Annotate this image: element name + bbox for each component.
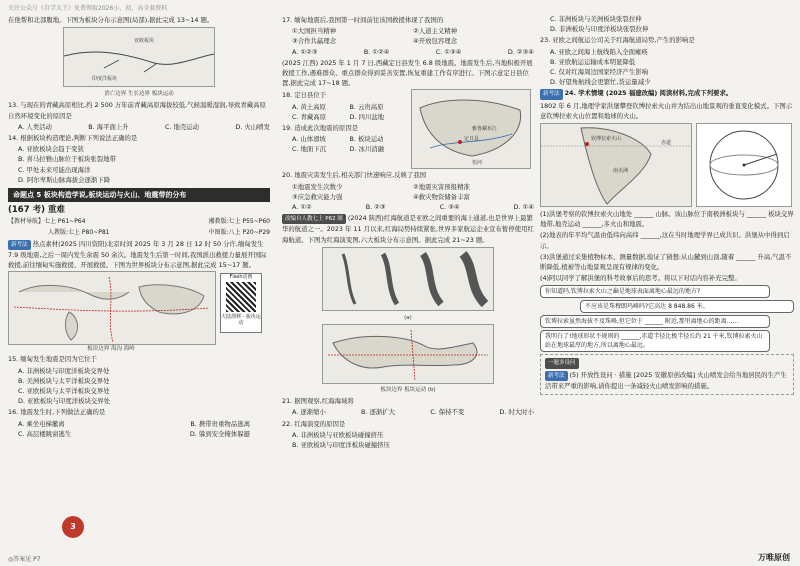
q21-option-a[interactable]: A. 逐渐缩小 (292, 408, 326, 417)
q14-option-a[interactable]: A. 亚欧板块会趋于变狭 (18, 145, 84, 154)
q18-q19-text (282, 89, 407, 169)
q20-option-b[interactable]: B. ②③ (365, 203, 386, 212)
map-label-eurasian: 亚欧板块 (134, 38, 155, 45)
q20-option-d[interactable]: D. ①④ (513, 203, 534, 212)
q19-option-d[interactable]: D. 冰川消融 (349, 145, 385, 154)
q18-option-a[interactable]: A. 黄土高原 (292, 102, 326, 111)
red-sea-evolution-figure (322, 247, 494, 311)
volcano-marker-icon (585, 142, 589, 146)
south-america-svg (541, 124, 691, 206)
q15-option-d[interactable]: D. 亚欧板块与印度洋板块交界处 (18, 397, 111, 406)
label-chimborazo: 钦博拉索火山 (591, 136, 622, 143)
q17-option-d[interactable]: D. ②③④ (507, 47, 534, 56)
section-number: 命题点 5 (13, 191, 42, 200)
question-18: 18. 定日县位于 (282, 91, 327, 100)
globe-svg (697, 124, 791, 206)
continent-shape (333, 336, 477, 368)
q18-option-d[interactable]: D. 四川盆地 (349, 112, 385, 121)
dialogue-bubble-4: 我明白了!地球形状不规则的 ______,赤道半径比极半径长约 21 千米,钦博拉索火山站在地球最厚的地方,所以离地心最远。 (540, 330, 770, 352)
column-middle (282, 14, 534, 450)
extended-question-box (540, 354, 794, 395)
q14-option-c[interactable]: C. 甲处未来可能出现海洋 (18, 165, 91, 174)
q17-option-b[interactable]: B. ①②④ (363, 47, 390, 56)
dialogue-bubble-1: 你知道吗,钦博拉索火山之巅是地球表面离地心最远的地方? (540, 285, 770, 298)
question-22: 22. 红海演变的原因是 (282, 419, 346, 428)
sea-strip (463, 254, 485, 304)
q23-option-b[interactable]: B. 亚欧航运运输成本明显降低 (550, 57, 636, 66)
continent-shape (139, 285, 204, 314)
world-map-svg (9, 272, 215, 344)
q22-option-b[interactable]: B. 亚欧板块与印度洋板块碰撞挤压 (292, 441, 390, 450)
question-19: 19. 造成此次地震的原因是 (282, 124, 359, 133)
tibet-map (411, 89, 531, 169)
map2-legend: 板块边界 海沟 海岭 (87, 346, 135, 353)
column-left (8, 14, 270, 439)
q13-options (8, 122, 270, 132)
q16-option-b[interactable]: B. 携带贵重物品逃离 (190, 419, 250, 428)
label-ganges: 恒河 (472, 160, 483, 167)
flash-label: Flash动画 (229, 274, 253, 281)
question-17: 17. 缅甸地震后,我国第一时间前往该国救援体现了我国的 (282, 16, 444, 24)
flash-qr[interactable] (220, 273, 262, 333)
intro-text: 在他帮和北部腹地。下图为板块分布示意图(局部),据此完成 13~14 题。 (8, 16, 214, 24)
world-plates-svg (323, 325, 493, 383)
textbook-nav-2: 人教版:七上 P80~P81 中图版:八上 P20~P29 (48, 228, 270, 236)
q17-option-c[interactable]: C. ①③④ (435, 47, 462, 56)
plate-motion-arrow (104, 60, 156, 72)
figure-b-caption: 板块边界 板块运动 (b) (380, 387, 436, 394)
sea-strip (383, 254, 397, 304)
plate-boundary-line (64, 52, 214, 64)
section-subtitle: (167 考) 重难 (8, 205, 65, 216)
q20-statements: ①地震发生次数少 ②地震灾害预报精准 ③应急救灾能力强 ④救灾物资储备丰富 (292, 182, 470, 201)
world-plates-figure (322, 324, 494, 384)
dialogue-bubble-3: 钦博拉索虽然海拔不及珠峰,但它位于 ______ 附近,那里离地心的距离…… (540, 315, 770, 328)
q22-option-a[interactable]: A. 非洲板块与亚欧板块碰撞挤压 (292, 430, 384, 439)
question-23: 23. 亚欧之间航运公司关于红海航道局势,产生的影响是 (540, 36, 695, 45)
q24-part-2: (2)地表的年平均气温由低纬向高纬 ______,这在当时地理学界已成共识。洪堡从中得到启示。 (540, 231, 790, 250)
q14-option-b[interactable]: B. 喜马拉雅山脉位于板块张裂地带 (18, 155, 116, 164)
q18-intro: (2025 江西) 2025 年 1 月 7 日,西藏定日县发生 6.8 级地震。地震发生后,当地积极开展救援工作,遇难群众、重点群众得到妥善安置,恢复重建工作有序进行。下图示意定日县位置,据此完成 17~18 题。 (282, 58, 533, 88)
question-14: 14. 根据板块构造理论,判断下列说法正确的是 (8, 134, 138, 143)
continent-shape (65, 312, 77, 340)
question-24-5: 新考法 (5) 开放性设问 · 措施 [2025 安徽原创改编] 火山喷发会给当地居民的生产生活带来严重的影响,请你提出一条减轻火山喷发影响的措施。 (545, 370, 787, 390)
sea-strip (423, 254, 441, 304)
south-america-map (540, 123, 692, 207)
textbook-nav: 【教材导航】七上 P61~P64 湘教版:七上 P55~P60 (8, 218, 270, 226)
q20-option-a[interactable]: A. ①② (292, 203, 312, 212)
question-21: 21. 据图观察,红海海域将 (282, 397, 354, 406)
q18-option-b[interactable]: B. 云贵高原 (349, 102, 384, 111)
region-shape (420, 100, 521, 156)
location-marker-icon (458, 140, 462, 144)
q24-part-1: (1)洪堡考察的钦博拉索火山地处 ______ 山脉。该山脉位于南极洲板块与 ______ 板块交界地带,地壳运动 ______,多火山和地震。 (540, 210, 794, 229)
red-sea-intro: 改编自人教七上 P62 图 (2024 陕西)红海航道是亚欧之间重要的海上通道,也是世界上最繁华的航道之一。2023 年 11 月以来,红海局势持续紧张,世界多家航运企业宣布暂停使用红海航道。下图为红海演变图,六大板块分布示意图。据此完成 21~23 题。 (282, 214, 534, 244)
q18-option-c[interactable]: C. 青藏高原 (292, 112, 327, 121)
q15-option-b[interactable]: B. 美洲板块与太平洋板块交界处 (18, 376, 110, 385)
q22-option-c[interactable]: C. 非洲板块与美洲板块张裂拉伸 (550, 15, 642, 23)
hot-material: 新考法 热点素材(2025 四川资阳)北京时间 2025 年 3 月 28 日 12 时 50 分许,缅甸发生 7.9 级地震,之后一周内发生余震 50 余次。地震发生后第一时间,我国派出救援力量展开国际救援,前往缅甸实施救援、开展救援。下图为世界板块分布示意图,据此完成 15~17 题。 (8, 239, 267, 270)
earth-globe-diagram (696, 123, 792, 207)
q23-option-d[interactable]: D. 好望角航线会更繁忙,货运量减少 (550, 78, 651, 87)
new-method-tag: 新考法 (8, 240, 31, 250)
question-13: 13. 与现在的青藏高原相比,约 2 500 万年前青藏高原海拔较低,气候温暖湿润,导致青藏高原自然环境变化的原因是 (8, 101, 266, 120)
q18-options (282, 102, 407, 122)
q19-option-b[interactable]: B. 板块运动 (349, 135, 384, 144)
qr-code-icon (226, 282, 256, 312)
q21-option-c[interactable]: C. 保持不变 (430, 408, 465, 417)
q22-option-d[interactable]: D. 非洲板块与印度洋板块张裂拉伸 (550, 25, 649, 34)
question-16: 16. 地震发生时,下列做法正确的是 (8, 408, 106, 417)
q24-part-4: (4)阿以同学了解洪堡的科考故事后的思考。将以下对话内容补充完整。 (540, 274, 741, 283)
q13-option-a[interactable]: A. 人类活动 (18, 122, 52, 131)
plate-map-asia (63, 27, 215, 87)
map-label-indian: 印度洋板块 (92, 76, 118, 83)
q15-option-a[interactable]: A. 非洲板块与印度洋板块交界处 (18, 366, 110, 375)
q24-material: 1802 年 6 月,地理学家洪堡攀登钦博拉索火山并为结出山地景观的垂直变化模式。下图示意钦博拉索火山位置和地球的火山。 (540, 101, 793, 120)
label-dingri: 定日县 (464, 136, 480, 143)
q19-option-c[interactable]: C. 地面下沉 (292, 145, 327, 154)
q17-option-a[interactable]: A. ①②③ (292, 47, 318, 56)
q16-option-c[interactable]: C. 高层楼跳窗逃生 (18, 429, 72, 438)
q13-option-d[interactable]: D. 火山喷发 (235, 122, 270, 131)
q20-option-c[interactable]: C. ③④ (439, 203, 460, 212)
dialogue-bubble-2: 不应该是珠穆朗玛峰吗?它高达 8 848.86 米。 (580, 300, 794, 313)
q18-q19-block (282, 89, 534, 169)
header-note: 关注公众号《自学大王》免费领取2026小、初、高全套资料 (8, 5, 168, 12)
plate-boundary (109, 277, 113, 342)
q13-option-c[interactable]: C. 地壳运动 (164, 122, 200, 131)
q16-options-cd (8, 429, 270, 439)
red-sea-svg (323, 248, 493, 310)
q23-option-c[interactable]: C. 仅对红海周边国家经济产生影响 (550, 68, 648, 77)
answer-reference: ◎答案见 P7 (8, 556, 41, 563)
world-plate-map (8, 271, 216, 345)
tibet-map-svg (412, 90, 530, 168)
q13-option-b[interactable]: B. 海平面上升 (88, 122, 129, 131)
label-yarlung: 雅鲁藏布江 (472, 126, 498, 133)
earth-center-marker (743, 164, 746, 167)
adapt-tag: 改编自人教七上 P62 图 (282, 214, 346, 224)
label-equator: 赤道 (661, 140, 672, 147)
question-24: 新考法 24. 学术情境 (2025 福建改编) 阅读材料,完成下列要求。 (540, 88, 794, 99)
q5-tag: 新考法 (545, 371, 568, 381)
section-title: 板块构造学说,板块运动与火山、地震带的分布 (43, 191, 187, 200)
q24-tag: 新考法 (540, 89, 563, 99)
q14-option-d[interactable]: D. 阿尔卑斯山脉海拔会逐渐下降 (18, 175, 111, 184)
q24-figures (540, 123, 794, 207)
world-plate-area (8, 271, 270, 353)
q16-option-a[interactable]: A. 乘坐电梯撤离 (18, 419, 65, 428)
q17-answers (282, 47, 534, 57)
q24-part-3: (3)洪堡通过采集植物标本、测量数据,验证了猜想:从山麓到山顶,随着 ______ 升高,气温不断降低,植被等山地景观呈现有规律的变化。 (540, 252, 792, 272)
label-south-america: 南美洲 (613, 168, 629, 175)
question-20: 20. 地震灾害发生后,相关部门快速响应,反映了我国 (282, 171, 427, 180)
q20-answers (282, 202, 534, 212)
q23-option-a[interactable]: A. 亚欧之间海上航线陷入全面瘫痪 (550, 47, 648, 56)
q16-option-d[interactable]: D. 躲到安全掩体躲避 (189, 429, 250, 438)
expand-tag: 一题多设问 (545, 358, 579, 368)
q16-options-ab (8, 419, 270, 429)
page-badge: 3 (62, 516, 84, 538)
question-15: 15. 缅甸发生地震是因为它位于 (8, 355, 97, 364)
publisher-logo: 万唯原创 (758, 553, 790, 562)
figure-a-caption: (a) (404, 314, 412, 321)
q19-options (282, 134, 407, 154)
sea-strip (343, 254, 355, 304)
q21-option-b[interactable]: B. 逐渐扩大 (361, 408, 396, 417)
flash-sub: 大陆漂移 · 板块运动 (221, 314, 261, 327)
q19-option-a[interactable]: A. 山体滑坡 (292, 135, 326, 144)
column-right (540, 14, 794, 397)
q21-option-d[interactable]: D. 时大时小 (499, 408, 534, 417)
continent-shape (19, 286, 129, 300)
q17-statements: ①大国担当精神 ②人道主义精神 ③合作共赢理念 ④开放包容理念 (292, 27, 458, 46)
q21-options (282, 407, 534, 417)
map1-legend: 消亡边界 生长边界 板块运动 (104, 91, 174, 98)
plate-map-svg (64, 28, 214, 86)
q15-option-c[interactable]: C. 亚欧板块与太平洋板块交界处 (18, 387, 110, 396)
section-header (8, 188, 270, 202)
